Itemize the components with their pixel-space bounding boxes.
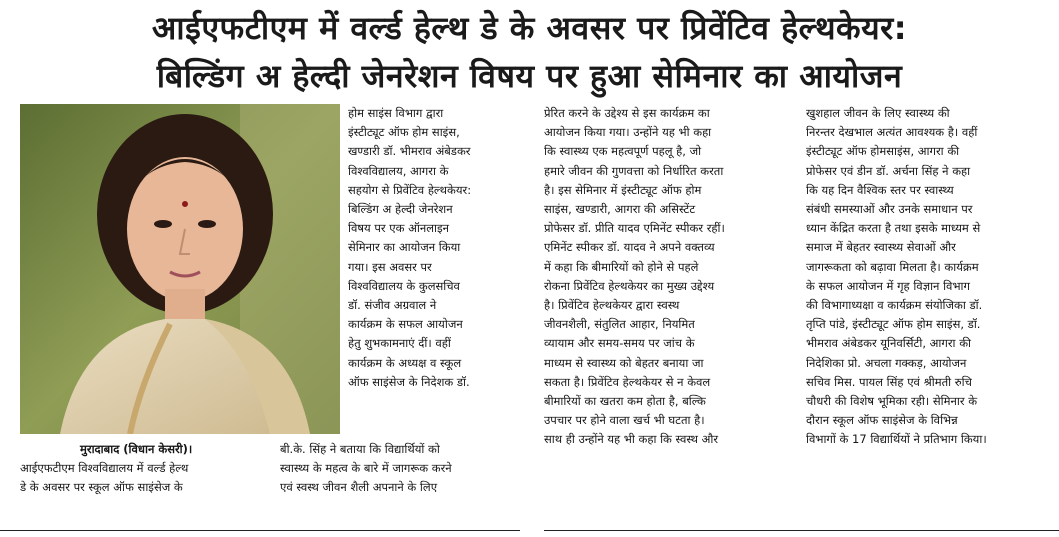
text-line: ध्यान केंद्रित करता है तथा इसके माध्यम से: [806, 221, 981, 236]
text-line: सकता है। प्रिवेंटिव हेल्थकेयर से न केवल: [544, 374, 711, 389]
text-line: सेमिनार का आयोजन किया: [348, 240, 461, 255]
text-line: गया। इस अवसर पर: [348, 259, 432, 274]
text-line: बिल्डिंग अ हेल्दी जेनरेशन: [348, 202, 453, 217]
text-line: प्रोफेसर डॉ. प्रीति यादव एमिनेंट स्पीकर रहीं।: [544, 221, 725, 236]
text-line: बीमारियों का खतरा कम होता है, बल्कि: [544, 394, 706, 409]
text-line: कि स्वास्थ्य एक महत्वपूर्ण पहलू है, जो: [544, 144, 702, 159]
text-line: कार्यक्रम के अध्यक्ष व स्कूल: [348, 355, 462, 370]
text-line: बी.के. सिंह ने बताया कि विद्यार्थियों को: [280, 442, 440, 456]
text-line: प्रेरित करने के उद्देश्य से इस कार्यक्रम का: [544, 106, 710, 120]
text-line: की विभागाध्यक्षा व कार्यक्रम संयोजिका डॉ.: [806, 298, 983, 313]
text-line: विश्वविद्यालय के कुलसचिव: [348, 278, 460, 293]
column-1-bottom: [280, 440, 520, 498]
text-line: समाज में बेहतर स्वास्थ्य सेवाओं और: [806, 240, 956, 255]
text-line: है। प्रिवेंटिव हेल्थकेयर द्वारा स्वस्थ: [544, 298, 680, 313]
text-line: माध्यम से स्वास्थ्य को बेहतर बनाया जा: [544, 355, 704, 370]
text-line: हेतु शुभकामनाएं दीं। वहीं: [348, 336, 451, 351]
text-line: रोकना प्रिवेंटिव हेल्थकेयर का मुख्य उद्देश्य: [544, 278, 715, 293]
text-line: सहयोग से प्रिवेंटिव हेल्थकेयर:: [348, 182, 472, 197]
text-line: प्रोफेसर एवं डीन डॉ. अर्चना सिंह ने कहा: [806, 163, 971, 178]
text-line: में कहा कि बीमारियों को होने से पहले: [544, 259, 699, 274]
text-line: इंस्टीट्यूट ऑफ होमसाइंस, आगरा की: [806, 144, 960, 159]
text-line: जीवनशैली, संतुलित आहार, नियमित: [544, 317, 695, 332]
text-line: के सफल आयोजन में गृह विज्ञान विभाग: [806, 278, 970, 293]
speaker-photo: [20, 104, 340, 434]
text-line: है। इस सेमिनार में इंस्टीट्यूट ऑफ होम: [544, 182, 702, 197]
text-line: कार्यक्रम के सफल आयोजन: [348, 317, 463, 332]
text-line: भीमराव अंबेडकर यूनिवर्सिटी, आगरा की: [806, 336, 972, 351]
dateline: मुरादाबाद (विधान केसरी)।: [80, 442, 193, 456]
text-line: खुशहाल जीवन के लिए स्वास्थ्य की: [806, 106, 950, 120]
text-line: स्वास्थ्य के महत्व के बारे में जागरूक करने: [280, 461, 452, 476]
text-line: निरन्तर देखभाल अत्यंत आवश्यक है। वहीं: [806, 125, 978, 140]
text-line: विश्वविद्यालय, आगरा के: [348, 163, 449, 178]
text-line: साथ ही उन्होंने यह भी कहा कि स्वस्थ और: [544, 432, 719, 447]
text-line: दौरान स्कूल ऑफ साइंसेज के विभिन्न: [806, 413, 958, 428]
caption-line: डे के अवसर पर स्कूल ऑफ साइंसेज के: [20, 480, 183, 495]
bottom-rule-left: [0, 530, 520, 531]
text-line: ऑफ साइंसेज के निदेशक डॉ.: [348, 374, 470, 389]
text-line: खण्डारी डॉ. भीमराव अंबेडकर: [348, 144, 471, 159]
text-line: तृप्ति पांडे, इंस्टीट्यूट ऑफ होम साइंस, डॉ.: [806, 317, 981, 332]
text-line: होम साइंस विभाग द्वारा: [348, 106, 444, 120]
text-line: चौधरी की विशेष भूमिका रही। सेमिनार के: [806, 394, 978, 409]
text-line: संबंधी समस्याओं और उनके समाधान पर: [806, 202, 973, 217]
bottom-rule-right: [544, 530, 1059, 531]
text-line: हमारे जीवन की गुणवत्ता को निर्धारित करता: [544, 163, 724, 178]
headline-line-2: बिल्डिंग अ हेल्दी जेनरेशन विषय पर हुआ सेमिनार का आयोजन: [156, 57, 903, 95]
text-line: सचिव मिस. पायल सिंह एवं श्रीमती रुचि: [806, 374, 972, 389]
text-line: जागरूकता को बढ़ावा मिलता है। कार्यक्रम: [806, 259, 979, 274]
text-line: एमिनेंट स्पीकर डॉ. यादव ने अपने वक्तव्य: [544, 240, 715, 255]
text-line: विभागों के 17 विद्यार्थियों ने प्रतिभाग किया।: [806, 432, 987, 447]
column-2: [544, 104, 784, 450]
text-line: एवं स्वस्थ जीवन शैली अपनाने के लिए: [280, 480, 438, 495]
text-line: डॉ. संजीव अग्रवाल ने: [348, 298, 437, 313]
column-3: [806, 104, 1046, 450]
text-line: व्यायाम और समय-समय पर जांच के: [544, 336, 695, 351]
text-line: विषय पर एक ऑनलाइन: [348, 221, 450, 236]
headline-line-1: आईएफटीएम में वर्ल्ड हेल्थ डे के अवसर पर प्रिवेंटिव हेल्थकेयर:: [151, 9, 908, 47]
text-line: साइंस, खण्डारी, आगरा की असिस्टेंट: [544, 202, 696, 217]
caption-line: आईएफटीएम विश्वविद्यालय में वर्ल्ड हेल्थ: [20, 461, 189, 476]
text-line: इंस्टीट्यूट ऑफ होम साइंस,: [348, 125, 460, 140]
headline: [0, 4, 1059, 100]
speaker-portrait-illustration: [20, 104, 340, 434]
text-line: निदेशिका प्रो. अचला गक्कड़, आयोजन: [806, 355, 967, 370]
text-line: उपचार पर होने वाला खर्च भी घटता है।: [544, 413, 705, 428]
text-line: कि यह दिन वैश्विक स्तर पर स्वास्थ्य: [806, 182, 954, 197]
text-line: आयोजन किया गया। उन्होंने यह भी कहा: [544, 125, 712, 140]
photo-caption: [20, 440, 260, 498]
column-1-top: [348, 104, 518, 392]
